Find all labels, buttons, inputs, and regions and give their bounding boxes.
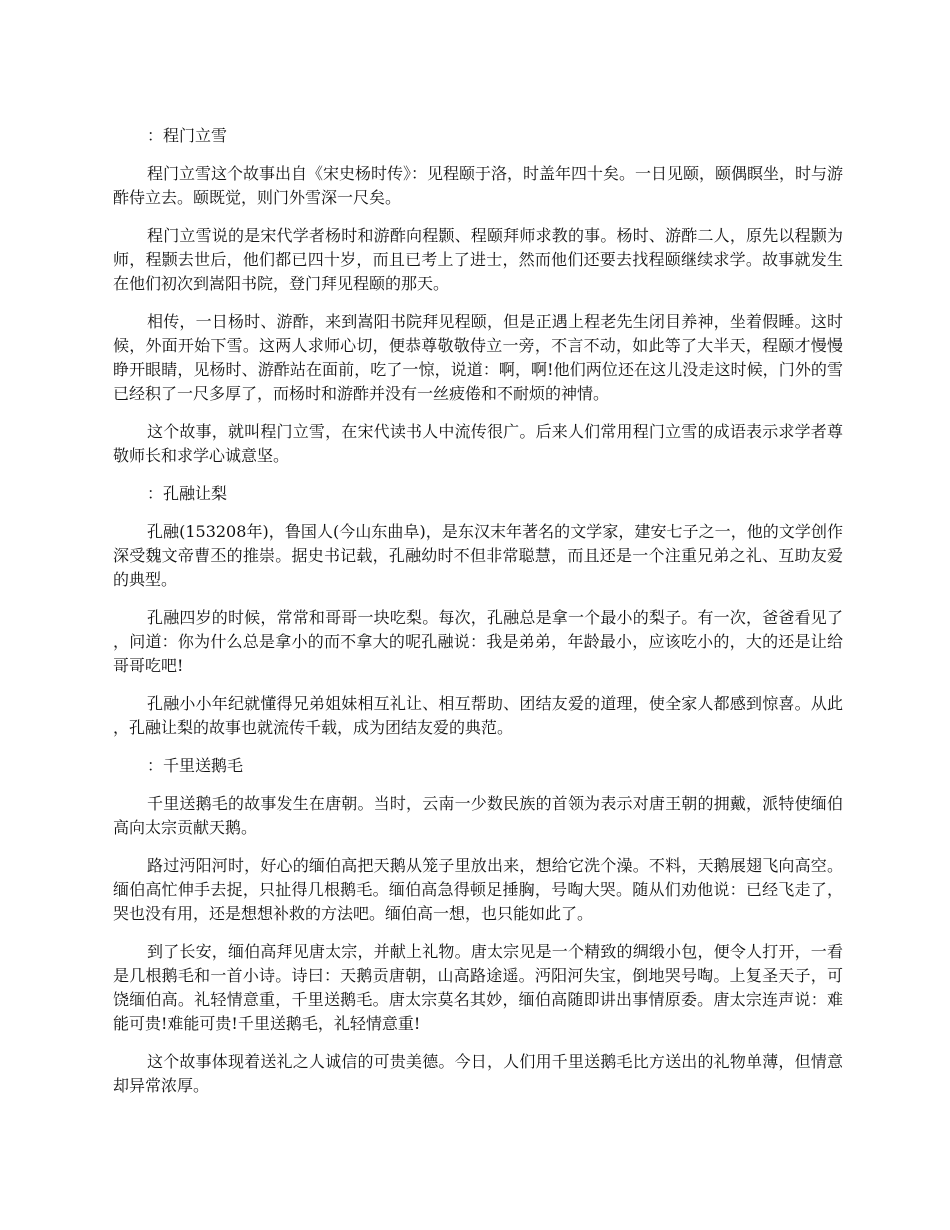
- section-heading: ：孔融让梨: [147, 484, 228, 503]
- paragraph: 路过沔阳河时，好心的缅伯高把天鹅从笼子里放出来，想给它洗个澡。不料，天鹅展翅飞向高空。缅伯高忙伸手去捉，只扯得几根鹅毛。缅伯高急得顿足捶胸，号啕大哭。随从们劝他说：已经飞走了，哭也没有用，还是想想补救的方法吧。缅伯高一想，也只能如此了。: [113, 856, 843, 923]
- paragraph: 程门立雪说的是宋代学者杨时和游酢向程颢、程颐拜师求教的事。杨时、游酢二人，原先以程颢为师，程颢去世后，他们都已四十岁，而且已考上了进士，然而他们还要去找程颐继续求学。故事就发生在他们初次到嵩阳书院，登门拜见程颐的那天。: [113, 226, 843, 293]
- paragraph: 到了长安，缅伯高拜见唐太宗，并献上礼物。唐太宗见是一个精致的绸缎小包，便令人打开，一看是几根鹅毛和一首小诗。诗曰：天鹅贡唐朝，山高路途遥。沔阳河失宝，倒地哭号啕。上复圣天子，可饶缅伯高。礼轻情意重，千里送鹅毛。唐太宗莫名其妙，缅伯高随即讲出事情原委。唐太宗连声说：难能可贵!难能可贵!千里送鹅毛，礼轻情意重!: [113, 942, 843, 1033]
- paragraph: 程门立雪这个故事出自《宋史杨时传》：见程颐于洛，时盖年四十矣。一日见颐，颐偶瞑坐，时与游酢侍立去。颐既觉，则门外雪深一尺矣。: [113, 164, 844, 207]
- paragraph: 这个故事体现着送礼之人诚信的可贵美德。今日，人们用千里送鹅毛比方送出的礼物单薄，但情意却异常浓厚。: [113, 1052, 843, 1095]
- section-heading: ：千里送鹅毛: [147, 756, 244, 775]
- paragraph: 孔融小小年纪就懂得兄弟姐妹相互礼让、相互帮助、团结友爱的道理，使全家人都感到惊喜。从此，孔融让梨的故事也就流传千载，成为团结友爱的典范。: [113, 694, 843, 737]
- paragraph: 相传，一日杨时、游酢，来到嵩阳书院拜见程颐，但是正遇上程老先生闭目养神，坐着假睡。这时候，外面开始下雪。这两人求师心切，便恭尊敬敬侍立一旁，不言不动，如此等了大半天，程颐才慢慢睁开眼睛，见杨时、游酢站在面前，吃了一惊，说道：啊，啊!他们两位还在这儿没走这时候，门外的雪已经积了一尺多厚了，而杨时和游酢并没有一丝疲倦和不耐烦的神情。: [113, 312, 843, 403]
- paragraph: 孔融(153208年)，鲁国人(今山东曲阜)，是东汉末年著名的文学家，建安七子之一，他的文学创作深受魏文帝曹丕的推崇。据史书记载，孔融幼时不但非常聪慧，而且还是一个注重兄弟之礼、互助友爱的典型。: [113, 522, 843, 589]
- section-chengmen-lixue: [113, 124, 843, 468]
- document-page: [113, 124, 843, 1112]
- section-heading: ：程门立雪: [147, 126, 228, 145]
- section-kongrong-rangli: [113, 482, 843, 740]
- paragraph: 这个故事，就叫程门立雪，在宋代读书人中流传很广。后来人们常用程门立雪的成语表示求学者尊敬师长和求学心诚意坚。: [113, 422, 843, 465]
- paragraph: 千里送鹅毛的故事发生在唐朝。当时，云南一少数民族的首领为表示对唐王朝的拥戴，派特使缅伯高向太宗贡献天鹅。: [113, 794, 843, 837]
- section-qianli-songemao: [113, 754, 843, 1098]
- paragraph: 孔融四岁的时候，常常和哥哥一块吃梨。每次，孔融总是拿一个最小的梨子。有一次，爸爸看见了，问道：你为什么总是拿小的而不拿大的呢孔融说：我是弟弟，年龄最小，应该吃小的，大的还是让给哥哥吃吧!: [113, 608, 843, 675]
